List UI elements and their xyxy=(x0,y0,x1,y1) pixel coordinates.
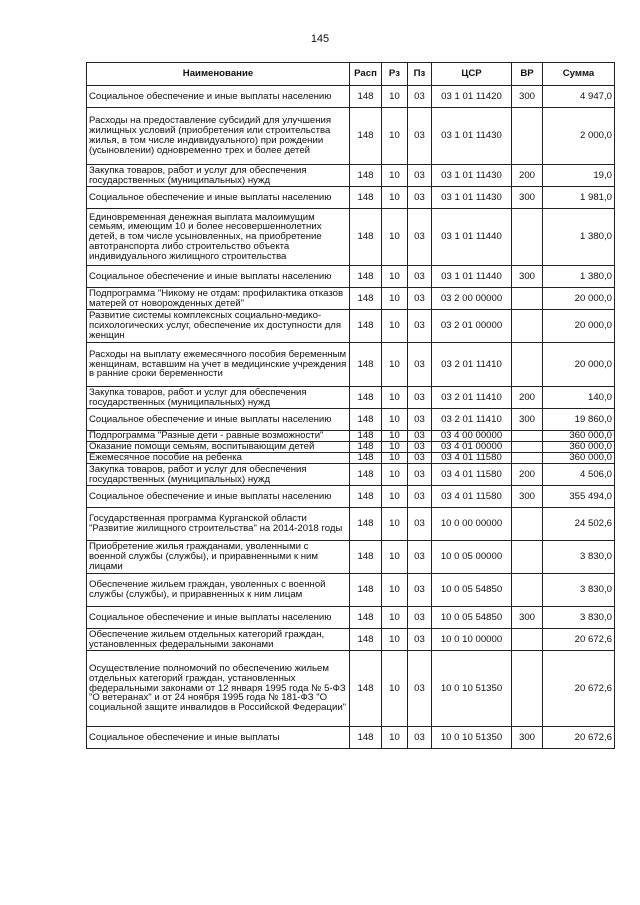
cell-name: Осуществление полномочий по обеспечению жильем отдельных категорий граждан, установленных федеральными законами от 12 января 1995 года № 5-ФЗ "О ветеранах" и от 24 ноября 1995 года № 181-ФЗ "О социальной защите инвалидов в Российской Федерации" xyxy=(87,651,350,727)
header-sum: Сумма xyxy=(543,63,615,86)
cell-csr: 03 2 01 11410 xyxy=(432,343,512,387)
cell-pz: 03 xyxy=(408,266,432,288)
cell-csr: 03 2 01 00000 xyxy=(432,310,512,343)
cell-name: Обеспечение жильем граждан, уволенных с военной службы (службы), и приравненных к ним лицам xyxy=(87,574,350,607)
cell-sum: 20 672,6 xyxy=(543,651,615,727)
cell-vr xyxy=(512,651,543,727)
cell-rz: 10 xyxy=(382,541,408,574)
cell-rasp: 148 xyxy=(350,310,382,343)
cell-csr: 03 2 01 11410 xyxy=(432,387,512,409)
table-row xyxy=(87,209,615,266)
cell-vr: 300 xyxy=(512,86,543,108)
cell-csr: 10 0 05 54850 xyxy=(432,607,512,629)
cell-rz: 10 xyxy=(382,464,408,486)
cell-rz: 10 xyxy=(382,165,408,187)
cell-sum: 19,0 xyxy=(543,165,615,187)
cell-name: Социальное обеспечение и иные выплаты населению xyxy=(87,607,350,629)
cell-vr: 300 xyxy=(512,486,543,508)
cell-vr: 200 xyxy=(512,387,543,409)
cell-rz: 10 xyxy=(382,453,408,464)
cell-sum: 4 506,0 xyxy=(543,464,615,486)
cell-csr: 10 0 05 00000 xyxy=(432,541,512,574)
cell-rz: 10 xyxy=(382,187,408,209)
cell-name: Социальное обеспечение и иные выплаты населению xyxy=(87,266,350,288)
cell-csr: 03 1 01 11430 xyxy=(432,187,512,209)
cell-csr: 03 4 01 11580 xyxy=(432,464,512,486)
table-row xyxy=(87,442,615,453)
cell-rasp: 148 xyxy=(350,464,382,486)
cell-sum: 355 494,0 xyxy=(543,486,615,508)
cell-pz: 03 xyxy=(408,727,432,749)
header-name: Наименование xyxy=(87,63,350,86)
cell-csr: 03 4 00 00000 xyxy=(432,431,512,442)
table-row xyxy=(87,187,615,209)
cell-pz: 03 xyxy=(408,508,432,541)
cell-vr xyxy=(512,288,543,310)
cell-csr: 03 1 01 11440 xyxy=(432,266,512,288)
cell-vr: 300 xyxy=(512,187,543,209)
cell-rasp: 148 xyxy=(350,508,382,541)
cell-rz: 10 xyxy=(382,343,408,387)
cell-rasp: 148 xyxy=(350,86,382,108)
cell-pz: 03 xyxy=(408,651,432,727)
cell-name: Расходы на предоставление субсидий для улучшения жилищных условий (приобретения или строительства жилья, в том числе индивидуального) при рождении (усыновлении) одновременно трех и более детей xyxy=(87,108,350,165)
cell-csr: 10 0 05 54850 xyxy=(432,574,512,607)
cell-pz: 03 xyxy=(408,310,432,343)
cell-name: Обеспечение жильем отдельных категорий граждан, установленных федеральными законами xyxy=(87,629,350,651)
cell-rasp: 148 xyxy=(350,651,382,727)
cell-csr: 10 0 10 51350 xyxy=(432,651,512,727)
cell-pz: 03 xyxy=(408,464,432,486)
table-row xyxy=(87,266,615,288)
cell-sum: 360 000,0 xyxy=(543,453,615,464)
cell-rz: 10 xyxy=(382,409,408,431)
cell-vr xyxy=(512,108,543,165)
cell-name: Единовременная денежная выплата малоимущим семьям, имеющим 10 и более несовершеннолетних детей, в том числе усыновленных, на приобретение автотранспорта либо строительство объекта индивидуального жилищного строительства xyxy=(87,209,350,266)
cell-vr xyxy=(512,574,543,607)
cell-rz: 10 xyxy=(382,86,408,108)
cell-vr: 300 xyxy=(512,266,543,288)
cell-pz: 03 xyxy=(408,574,432,607)
cell-vr: 300 xyxy=(512,727,543,749)
cell-name: Социальное обеспечение и иные выплаты населению xyxy=(87,187,350,209)
cell-pz: 03 xyxy=(408,541,432,574)
header-vr: ВР xyxy=(512,63,543,86)
cell-csr: 10 0 10 51350 xyxy=(432,727,512,749)
table-row xyxy=(87,607,615,629)
cell-vr: 200 xyxy=(512,165,543,187)
cell-rz: 10 xyxy=(382,209,408,266)
cell-rasp: 148 xyxy=(350,409,382,431)
table-row xyxy=(87,288,615,310)
table-row xyxy=(87,541,615,574)
cell-rz: 10 xyxy=(382,629,408,651)
cell-pz: 03 xyxy=(408,86,432,108)
cell-csr: 10 0 00 00000 xyxy=(432,508,512,541)
cell-rz: 10 xyxy=(382,431,408,442)
cell-rasp: 148 xyxy=(350,486,382,508)
cell-name: Закупка товаров, работ и услуг для обеспечения государственных (муниципальных) нужд xyxy=(87,387,350,409)
table-row xyxy=(87,574,615,607)
cell-csr: 03 4 01 11580 xyxy=(432,453,512,464)
cell-rz: 10 xyxy=(382,607,408,629)
cell-rasp: 148 xyxy=(350,574,382,607)
cell-name: Ежемесячное пособие на ребенка xyxy=(87,453,350,464)
cell-pz: 03 xyxy=(408,343,432,387)
cell-sum: 3 830,0 xyxy=(543,541,615,574)
cell-vr: 200 xyxy=(512,464,543,486)
cell-sum: 1 981,0 xyxy=(543,187,615,209)
cell-rasp: 148 xyxy=(350,288,382,310)
cell-rasp: 148 xyxy=(350,442,382,453)
budget-table xyxy=(86,62,615,749)
cell-vr xyxy=(512,629,543,651)
cell-pz: 03 xyxy=(408,431,432,442)
cell-name: Расходы на выплату ежемесячного пособия беременным женщинам, вставшим на учет в медицинские учреждения в ранние сроки беременности xyxy=(87,343,350,387)
cell-sum: 360 000,0 xyxy=(543,431,615,442)
table-row xyxy=(87,464,615,486)
cell-sum: 1 380,0 xyxy=(543,209,615,266)
cell-pz: 03 xyxy=(408,629,432,651)
cell-sum: 140,0 xyxy=(543,387,615,409)
table-row xyxy=(87,651,615,727)
table-row xyxy=(87,387,615,409)
cell-csr: 03 1 01 11420 xyxy=(432,86,512,108)
cell-csr: 03 4 01 11580 xyxy=(432,486,512,508)
cell-vr xyxy=(512,343,543,387)
cell-sum: 3 830,0 xyxy=(543,574,615,607)
cell-vr xyxy=(512,508,543,541)
cell-name: Закупка товаров, работ и услуг для обеспечения государственных (муниципальных) нужд xyxy=(87,165,350,187)
cell-sum: 24 502,6 xyxy=(543,508,615,541)
cell-vr xyxy=(512,209,543,266)
table-row xyxy=(87,431,615,442)
cell-pz: 03 xyxy=(408,387,432,409)
cell-sum: 3 830,0 xyxy=(543,607,615,629)
cell-name: Подпрограмма "Никому не отдам: профилактика отказов матерей от новорожденных детей" xyxy=(87,288,350,310)
cell-sum: 20 000,0 xyxy=(543,310,615,343)
cell-rz: 10 xyxy=(382,508,408,541)
cell-csr: 03 4 01 00000 xyxy=(432,442,512,453)
cell-sum: 20 672,6 xyxy=(543,727,615,749)
cell-rz: 10 xyxy=(382,108,408,165)
cell-vr xyxy=(512,442,543,453)
header-rasp: Расп xyxy=(350,63,382,86)
table-row xyxy=(87,343,615,387)
cell-rasp: 148 xyxy=(350,387,382,409)
cell-vr xyxy=(512,541,543,574)
cell-rasp: 148 xyxy=(350,629,382,651)
header-rz: Рз xyxy=(382,63,408,86)
cell-vr: 300 xyxy=(512,607,543,629)
cell-rasp: 148 xyxy=(350,108,382,165)
cell-rasp: 148 xyxy=(350,431,382,442)
cell-vr xyxy=(512,431,543,442)
table-row xyxy=(87,310,615,343)
cell-rz: 10 xyxy=(382,310,408,343)
cell-pz: 03 xyxy=(408,453,432,464)
cell-rasp: 148 xyxy=(350,209,382,266)
cell-sum: 2 000,0 xyxy=(543,108,615,165)
cell-sum: 4 947,0 xyxy=(543,86,615,108)
table-row xyxy=(87,165,615,187)
cell-rz: 10 xyxy=(382,288,408,310)
cell-sum: 20 000,0 xyxy=(543,343,615,387)
table-row xyxy=(87,86,615,108)
cell-rz: 10 xyxy=(382,651,408,727)
cell-csr: 03 1 01 11440 xyxy=(432,209,512,266)
cell-rz: 10 xyxy=(382,574,408,607)
cell-rasp: 148 xyxy=(350,607,382,629)
cell-pz: 03 xyxy=(408,187,432,209)
cell-csr: 03 1 01 11430 xyxy=(432,108,512,165)
cell-csr: 03 2 01 11410 xyxy=(432,409,512,431)
cell-csr: 10 0 10 00000 xyxy=(432,629,512,651)
cell-pz: 03 xyxy=(408,209,432,266)
table-row xyxy=(87,727,615,749)
cell-rasp: 148 xyxy=(350,453,382,464)
page-number: 145 xyxy=(310,33,330,45)
cell-rz: 10 xyxy=(382,727,408,749)
cell-rz: 10 xyxy=(382,442,408,453)
cell-name: Социальное обеспечение и иные выплаты xyxy=(87,727,350,749)
cell-rasp: 148 xyxy=(350,266,382,288)
cell-name: Развитие системы комплексных социально-медико-психологических услуг, обеспечение их доступности для женщин xyxy=(87,310,350,343)
cell-name: Подпрограмма "Разные дети - равные возможности" xyxy=(87,431,350,442)
table-header-row xyxy=(87,63,615,86)
cell-name: Оказание помощи семьям, воспитывающим детей xyxy=(87,442,350,453)
cell-rz: 10 xyxy=(382,486,408,508)
table-row xyxy=(87,508,615,541)
header-pz: Пз xyxy=(408,63,432,86)
table-row xyxy=(87,453,615,464)
cell-sum: 19 860,0 xyxy=(543,409,615,431)
cell-rasp: 148 xyxy=(350,727,382,749)
cell-vr: 300 xyxy=(512,409,543,431)
cell-rasp: 148 xyxy=(350,541,382,574)
cell-sum: 1 380,0 xyxy=(543,266,615,288)
cell-pz: 03 xyxy=(408,288,432,310)
cell-pz: 03 xyxy=(408,442,432,453)
cell-rz: 10 xyxy=(382,387,408,409)
cell-name: Закупка товаров, работ и услуг для обеспечения государственных (муниципальных) нужд xyxy=(87,464,350,486)
cell-vr xyxy=(512,310,543,343)
cell-name: Социальное обеспечение и иные выплаты населению xyxy=(87,486,350,508)
table-row xyxy=(87,629,615,651)
cell-sum: 360 000,0 xyxy=(543,442,615,453)
cell-name: Социальное обеспечение и иные выплаты населению xyxy=(87,86,350,108)
cell-rasp: 148 xyxy=(350,165,382,187)
cell-name: Государственная программа Курганской области "Развитие жилищного строительства" на 2014-2018 годы xyxy=(87,508,350,541)
cell-rasp: 148 xyxy=(350,343,382,387)
cell-pz: 03 xyxy=(408,607,432,629)
cell-pz: 03 xyxy=(408,409,432,431)
cell-name: Приобретение жилья гражданами, уволенными с военной службы (службы), и приравненными к ним лицами xyxy=(87,541,350,574)
cell-rasp: 148 xyxy=(350,187,382,209)
cell-rz: 10 xyxy=(382,266,408,288)
cell-csr: 03 1 01 11430 xyxy=(432,165,512,187)
header-csr: ЦСР xyxy=(432,63,512,86)
cell-csr: 03 2 00 00000 xyxy=(432,288,512,310)
cell-pz: 03 xyxy=(408,165,432,187)
cell-vr xyxy=(512,453,543,464)
table-row xyxy=(87,486,615,508)
cell-pz: 03 xyxy=(408,486,432,508)
cell-pz: 03 xyxy=(408,108,432,165)
table-row xyxy=(87,108,615,165)
cell-sum: 20 000,0 xyxy=(543,288,615,310)
cell-sum: 20 672,6 xyxy=(543,629,615,651)
cell-name: Социальное обеспечение и иные выплаты населению xyxy=(87,409,350,431)
table-row xyxy=(87,409,615,431)
